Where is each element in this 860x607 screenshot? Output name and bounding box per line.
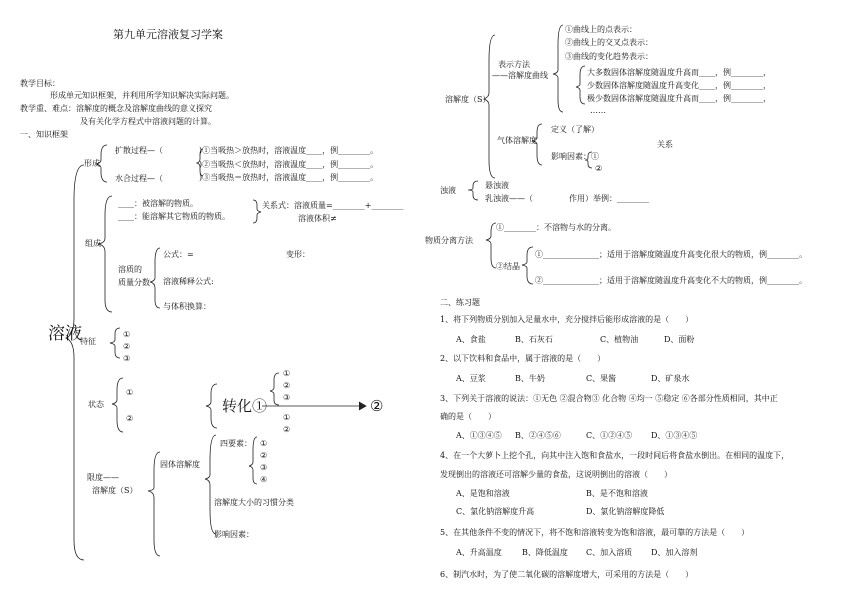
q1-option: C、植物油 bbox=[600, 335, 639, 344]
mass-fraction-label-1: 溶质的 bbox=[118, 265, 142, 274]
question-2: 2、以下饮料和食品中，属于溶液的是（ ） bbox=[440, 354, 606, 363]
four-element-item: ③ bbox=[260, 463, 268, 472]
q4-option: C、氯化钠溶解度升高 bbox=[456, 507, 535, 516]
question-1: 1、将下列物质分别加入足量水中，充分搅拌后能形成溶液的是（ ） bbox=[440, 315, 694, 324]
formation-label: 形成 bbox=[84, 159, 100, 168]
deform-label: 变形： bbox=[286, 250, 310, 259]
q3-option: B、②④⑤⑥ bbox=[515, 431, 561, 440]
conversion-upper-item: ① bbox=[283, 369, 291, 378]
q2-option: C、果酱 bbox=[586, 374, 617, 383]
mass-relation: 关系式：溶液质量=________+________ bbox=[262, 201, 404, 210]
state-item: ② bbox=[126, 414, 134, 423]
q4-option: A、是饱和溶液 bbox=[456, 489, 510, 498]
q3-option: A、①③④⑤ bbox=[456, 431, 502, 440]
section-2-heading: 二、练习题 bbox=[440, 298, 480, 307]
q1-option: A、食盐 bbox=[456, 335, 486, 344]
conversion-label: 转化① bbox=[222, 397, 268, 415]
composition-label: 组成 bbox=[85, 239, 101, 248]
question-3-line-1: 3、下列关于溶液的说法：①无色 ②混合物③ 化合物 ④均一 ⑤稳定 ⑥各部分性质相同，其中正 bbox=[440, 394, 778, 403]
root-solution-label-1: 溶液 bbox=[48, 324, 82, 344]
four-element-item: ① bbox=[260, 439, 268, 448]
goals-line-1: 形成单元知识框架，并利用所学知识解决实际问题。 bbox=[50, 91, 234, 100]
representation-label: 表示方法 bbox=[498, 60, 530, 69]
trend-dots: …… bbox=[590, 106, 606, 115]
formula-label: 公式：= bbox=[163, 250, 194, 259]
four-elements-label: 四要素： bbox=[220, 439, 252, 448]
suspension-label: 悬浊液 bbox=[485, 181, 509, 190]
separation-label: 物质分离方法 bbox=[425, 236, 473, 245]
goals-line-3: 及有关化学方程式中溶液问题的计算。 bbox=[80, 117, 216, 126]
curve-point-2: ②曲线上的交叉点表示： bbox=[565, 38, 653, 47]
trend-1: 大多数固体溶解度随温度升高而____，例________， bbox=[587, 68, 771, 77]
question-6: 6、制汽水时，为了使二氧化碳的溶解度增大，可采用的方法是（ ） bbox=[440, 570, 694, 579]
curve-point-1: ①曲线上的点表示： bbox=[565, 25, 637, 34]
question-4-line-2: 发现倒出的溶液还可溶解少量的食盐，这说明倒出的溶液（ ） bbox=[440, 470, 672, 479]
feature-item: ③ bbox=[123, 354, 131, 363]
feature-item: ② bbox=[123, 342, 131, 351]
question-5: 5、在其他条件不变的情况下，将不饱和溶液转变为饱和溶液，最可靠的方法是（ ） bbox=[440, 528, 750, 537]
page-title: 第九单元溶液复习学案 bbox=[113, 28, 223, 41]
q1-option: D、面粉 bbox=[664, 335, 695, 344]
q5-option: D、加入溶剂 bbox=[651, 548, 698, 557]
goals-line-2: 教学重、难点：溶解度的概念及溶解度曲线的意义探究 bbox=[20, 104, 212, 113]
q3-option: D、①③④⑤ bbox=[651, 431, 698, 440]
conversion-target: ② bbox=[370, 397, 384, 415]
emulsion-label: 乳浊液——（ bbox=[485, 194, 533, 203]
q4-option: D、氯化钠溶解度降低 bbox=[586, 507, 665, 516]
crystallization-method-2: ②______________；适用于溶解度随温度升高变化不大的物质，例________。 bbox=[535, 276, 807, 285]
feature-item: ① bbox=[123, 330, 131, 339]
section-1-heading: 一、知识框架 bbox=[20, 130, 68, 139]
mass-fraction-label-2: 质量分数 bbox=[118, 278, 150, 287]
goals-label: 教学目标： bbox=[20, 79, 60, 88]
solubility-curve-label: ——溶解度曲线 bbox=[492, 71, 548, 80]
q2-option: A、豆浆 bbox=[456, 374, 486, 383]
trend-2: 少数固体溶解度随温度升高变化____，例________， bbox=[587, 81, 771, 90]
heat-case-3: )③当吸热＝放热时，溶液温度____，例________。 bbox=[199, 173, 379, 182]
q1-option: B、石灰石 bbox=[515, 335, 553, 344]
gas-factor-2: ② bbox=[595, 164, 603, 173]
emulsion-usage: 作用）举例：________ bbox=[569, 194, 649, 203]
curve-point-3: ③曲线的变化趋势表示： bbox=[565, 52, 653, 61]
features-label: 特征 bbox=[80, 337, 96, 346]
four-element-item: ② bbox=[260, 451, 268, 460]
crystallization-method-1: ①______________；适用于溶解度随温度升高变化很大的物质，例________。 bbox=[535, 250, 807, 259]
limit-label: 限度—— bbox=[87, 473, 119, 482]
volume-conversion: 与体积换算： bbox=[163, 302, 211, 311]
question-3-line-2: 确的是（ ） bbox=[440, 412, 496, 421]
size-classification: 溶解度大小的习惯分类 bbox=[214, 498, 294, 507]
turbid-label: 浊液 bbox=[440, 186, 456, 195]
hydration-process: 水合过程—（ bbox=[115, 174, 163, 183]
solvent-def: ____：能溶解其它物质的物质。 bbox=[118, 212, 230, 221]
heat-case-2: )②当吸热＜放热时，溶液温度____，例________。 bbox=[199, 160, 379, 169]
conversion-lower-item: ① bbox=[283, 413, 291, 422]
gas-solubility-label: 气体溶解度 bbox=[497, 136, 537, 145]
gas-definition: 定义（了解） bbox=[551, 125, 599, 134]
influence-factors: 影响因素： bbox=[214, 530, 254, 539]
state-label: 状态 bbox=[88, 400, 104, 409]
trend-3: 极少数固体溶解度随温度升高而____，例________， bbox=[587, 94, 771, 103]
state-item: ① bbox=[126, 388, 134, 397]
solute-def: ____：被溶解的物质。 bbox=[118, 199, 198, 208]
q2-option: D、矿泉水 bbox=[651, 374, 690, 383]
heat-case-1: )①当吸热＞放热时，溶液温度____，例________。 bbox=[199, 146, 379, 155]
q4-option: B、是不饱和溶液 bbox=[586, 489, 648, 498]
question-4-line-1: 4、在一个大萝卜上挖个孔，向其中注入饱和食盐水，一段时间后将食盐水倒出。在相同的温度下， bbox=[440, 451, 790, 460]
q5-option: B、降低温度 bbox=[522, 548, 568, 557]
q5-option: C、加入溶质 bbox=[586, 548, 633, 557]
filtration-line: ①________：不溶物与水的分离。 bbox=[496, 223, 616, 232]
gas-factors: 影响因素：① bbox=[551, 152, 599, 161]
q5-option: A、升高温度 bbox=[456, 548, 502, 557]
gas-relation: 关系 bbox=[657, 140, 673, 149]
dilution-formula: 溶液稀释公式: bbox=[163, 277, 214, 286]
q3-option: C、①②④⑤ bbox=[586, 431, 633, 440]
solid-solubility: 固体溶解度 bbox=[160, 460, 200, 469]
conversion-upper-item: ③ bbox=[283, 393, 291, 402]
volume-relation: 溶液体积≠ bbox=[298, 214, 337, 223]
solubility-label: 溶解度（S） bbox=[445, 95, 491, 104]
q2-option: B、牛奶 bbox=[515, 374, 545, 383]
four-element-item: ④ bbox=[260, 475, 268, 484]
diffusion-process: 扩散过程—（ bbox=[115, 146, 163, 155]
limit-label-2: 溶解度（S） bbox=[92, 486, 138, 495]
conversion-upper-item: ② bbox=[283, 381, 291, 390]
conversion-lower-item: ② bbox=[283, 425, 291, 434]
crystallization-label: ②结晶 bbox=[496, 262, 520, 271]
